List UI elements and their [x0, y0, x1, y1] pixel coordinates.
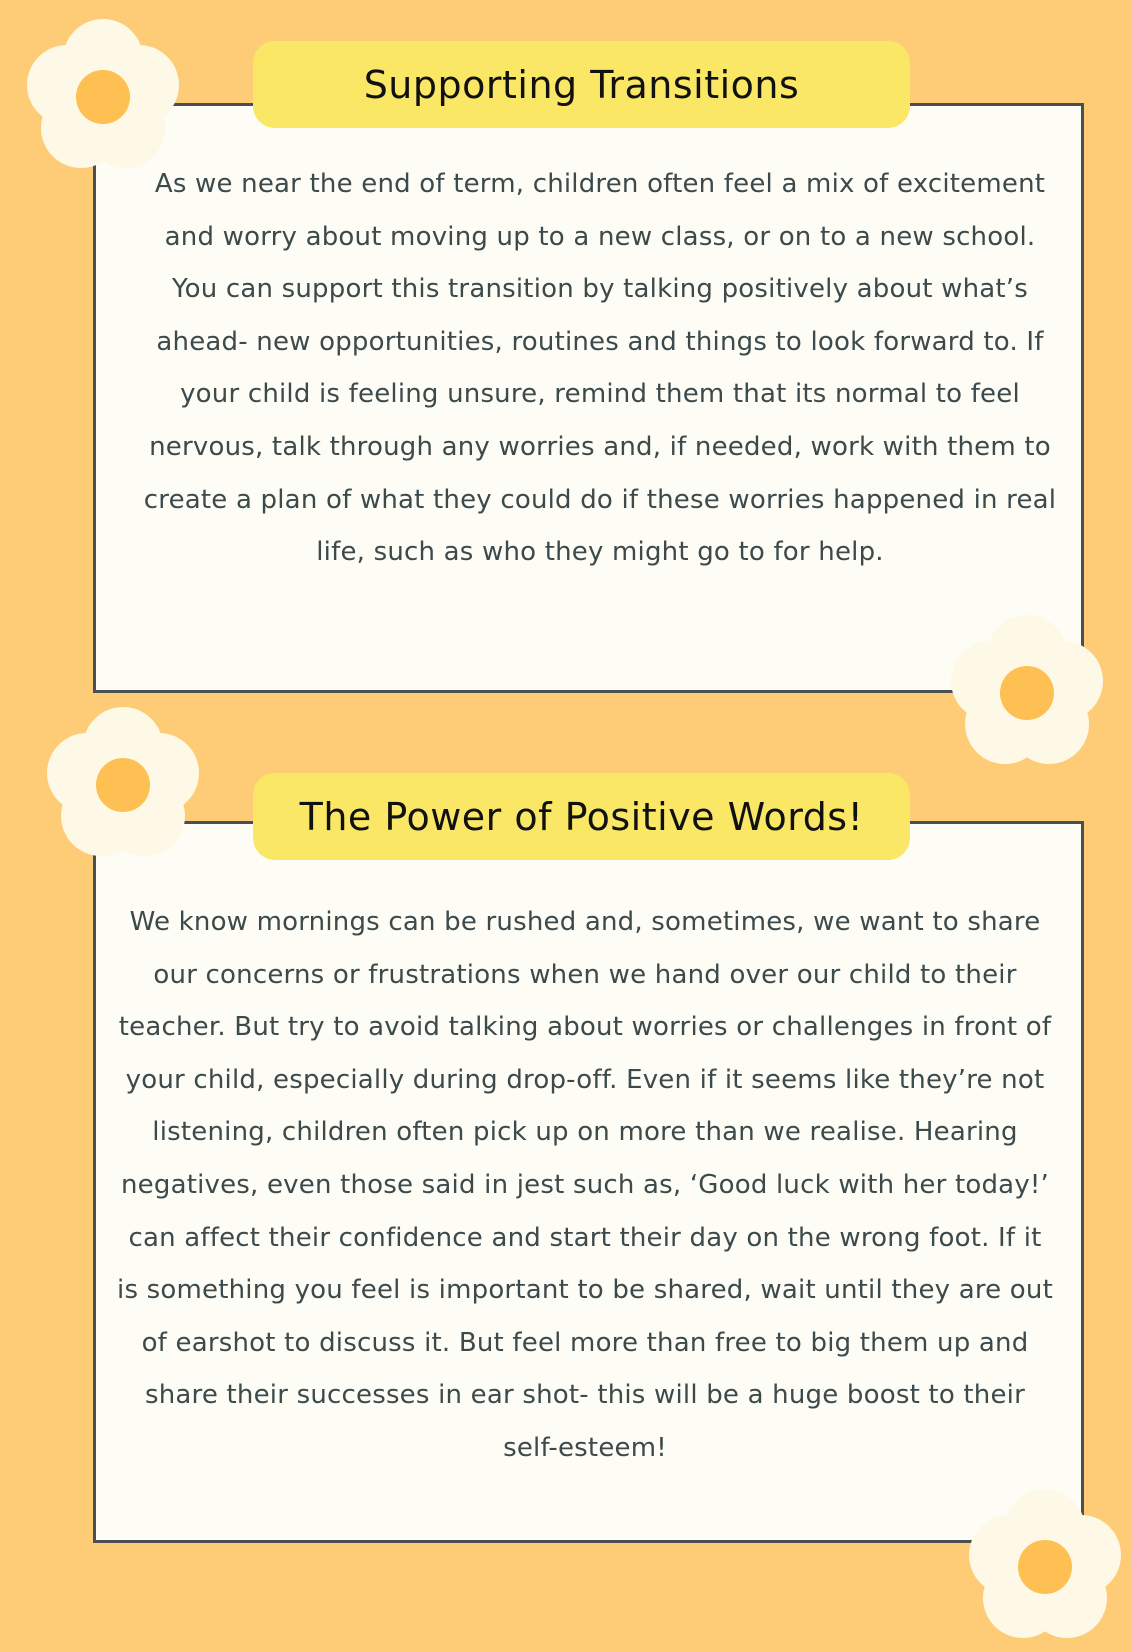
flower-icon: [18, 12, 188, 182]
flower-icon: [960, 1482, 1130, 1652]
transitions-heading: Supporting Transitions: [253, 41, 910, 128]
positive-words-heading: The Power of Positive Words!: [253, 773, 910, 860]
flower-icon: [38, 700, 208, 870]
transitions-body: As we near the end of term, children often feel a mix of excitement and worry about moving up to a new class, or on to a new school. You can support this transition by talking positively about what’s ahead- new opportunities, routines and things to look forward to. If your child is feeling unsure, remind them that its normal to feel nervous, talk through any worries and, if needed, work with them to create a plan of what they could do if these worries happened in real life, such as who they might go to for help.: [143, 169, 1057, 568]
positive-words-body: We know mornings can be rushed and, sometimes, we want to share our concerns or frustrations when we hand over our child to their teacher. But try to avoid talking about worries or challenges in front of your child, especially during drop-off. Even if it seems like they’re not listening, children often pick up on more than we realise. Hearing negatives, even those said in jest such as, ‘Good luck with her today!’ can affect their confidence and start their day on the wrong foot. If it is something you feel is important to be shared, wait until they are out of earshot to discuss it. But feel more than free to big them up and share their successes in ear shot- this will be a huge boost to their self-esteem!: [117, 907, 1053, 1463]
flower-icon: [942, 608, 1112, 778]
